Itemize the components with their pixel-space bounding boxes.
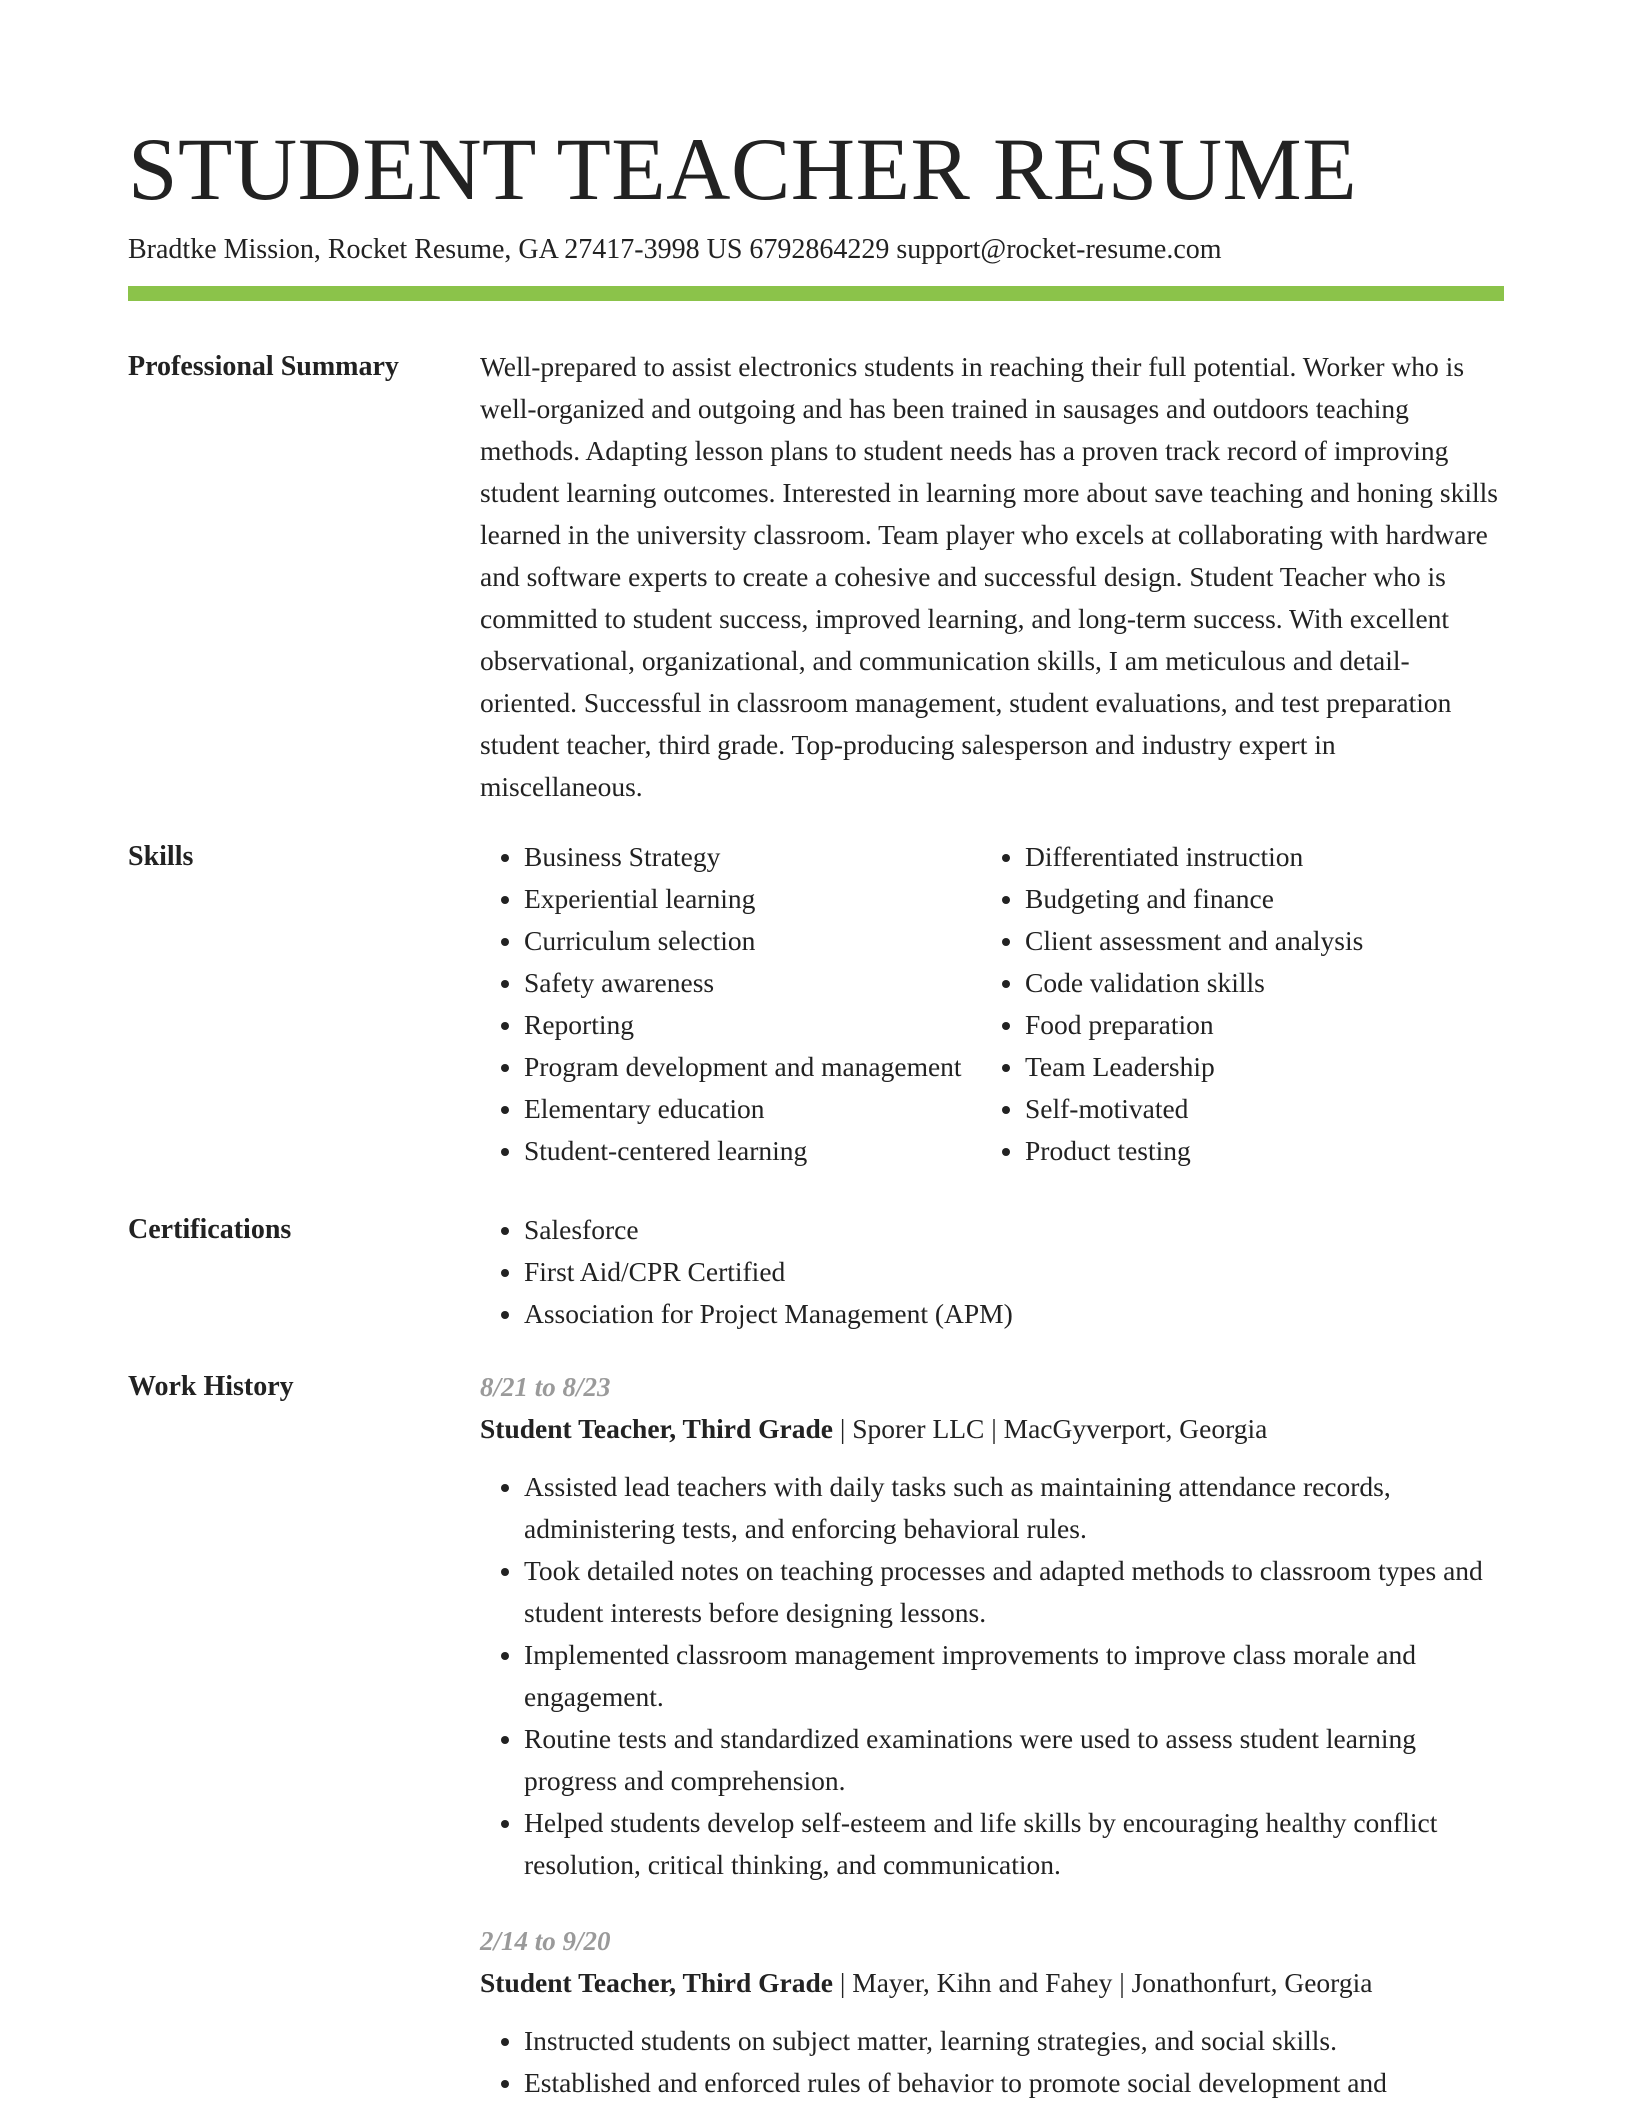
certification-item: • Salesforce bbox=[524, 1209, 1504, 1251]
job-employer-location: | Mayer, Kihn and Fahey | Jonathonfurt, Georgia bbox=[833, 1967, 1373, 1998]
certification-item: • Association for Project Management (APM) bbox=[524, 1293, 1504, 1335]
skill-item: • Code validation skills bbox=[1025, 962, 1501, 1004]
job-entry bbox=[480, 1920, 1504, 2104]
skill-item: • Business Strategy bbox=[524, 836, 1000, 878]
skill-item: • Differentiated instruction bbox=[1025, 836, 1501, 878]
skill-item: • Safety awareness bbox=[524, 962, 1000, 1004]
skill-item: • Food preparation bbox=[1025, 1004, 1501, 1046]
skill-item: • Experiential learning bbox=[524, 878, 1000, 920]
skills-column-right bbox=[981, 836, 1501, 1172]
job-bullet: • Instructed students on subject matter, learning strategies, and social skills. bbox=[524, 2020, 1504, 2062]
job-bullet: • Routine tests and standardized examinations were used to assess student learning progress and comprehension. bbox=[524, 1718, 1504, 1802]
job-bullet: • Helped students develop self-esteem and life skills by encouraging healthy conflict resolution, critical thinking, and communication. bbox=[524, 1802, 1504, 1886]
accent-divider bbox=[128, 286, 1504, 301]
job-bullet: • Established and enforced rules of behavior to promote social development and bbox=[524, 2062, 1504, 2104]
skill-item: • Elementary education bbox=[524, 1088, 1000, 1130]
job-entry bbox=[480, 1366, 1504, 1886]
job-heading bbox=[480, 1962, 1504, 2004]
work-history-body bbox=[480, 1366, 1504, 2112]
job-title: Student Teacher, Third Grade bbox=[480, 1967, 833, 1998]
job-dates: 8/21 to 8/23 bbox=[480, 1372, 611, 1402]
summary-label: Professional Summary bbox=[128, 351, 399, 382]
skills-label: Skills bbox=[128, 841, 194, 872]
job-bullet: • Assisted lead teachers with daily tasks such as maintaining attendance records, administering tests, and enforcing behavioral rules. bbox=[524, 1466, 1504, 1550]
skill-item: • Client assessment and analysis bbox=[1025, 920, 1501, 962]
summary-body bbox=[480, 346, 1504, 808]
skill-item: • Budgeting and finance bbox=[1025, 878, 1501, 920]
skills-column-left bbox=[480, 836, 1000, 1172]
job-title: Student Teacher, Third Grade bbox=[480, 1413, 833, 1444]
summary-text: Well-prepared to assist electronics students in reaching their full potential. Worker who is well-organized and outgoing and has been trained in sausages and outdoors teaching methods. Adapting lesson plans to student needs has a proven track record of improving student learning outcomes. Interested in learning more about save teaching and honing skills learned in the university classroom. Team player who excels at collaborating with hardware and software experts to create a cohesive and successful design. Student Teacher who is committed to student success, improved learning, and long-term success. With excellent observational, organizational, and communication skills, I am meticulous and detail-oriented. Successful in classroom management, student evaluations, and test preparation student teacher, third grade. Top-producing salesperson and industry expert in miscellaneous. bbox=[480, 351, 1498, 802]
work-history-label: Work History bbox=[128, 1371, 294, 1402]
job-bullet: • Implemented classroom management improvements to improve class morale and engagement. bbox=[524, 1634, 1504, 1718]
skill-item: • Team Leadership bbox=[1025, 1046, 1501, 1088]
skill-item: • Reporting bbox=[524, 1004, 1000, 1046]
job-heading bbox=[480, 1408, 1504, 1450]
skill-item: • Student-centered learning bbox=[524, 1130, 1000, 1172]
resume-title: STUDENT TEACHER RESUME bbox=[128, 121, 1358, 219]
certification-item: • First Aid/CPR Certified bbox=[524, 1251, 1504, 1293]
skill-item: • Program development and management bbox=[524, 1046, 1000, 1088]
certifications-body bbox=[480, 1209, 1504, 1335]
skill-item: • Curriculum selection bbox=[524, 920, 1000, 962]
job-employer-location: | Sporer LLC | MacGyverport, Georgia bbox=[833, 1413, 1268, 1444]
certifications-label: Certifications bbox=[128, 1214, 292, 1245]
skills-body bbox=[480, 836, 1504, 1176]
skill-item: • Self-motivated bbox=[1025, 1088, 1501, 1130]
skill-item: • Product testing bbox=[1025, 1130, 1501, 1172]
contact-line: Bradtke Mission, Rocket Resume, GA 27417-3998 US 6792864229 support@rocket-resume.com bbox=[128, 234, 1222, 265]
job-bullet: • Took detailed notes on teaching processes and adapted methods to classroom types and student interests before designing lessons. bbox=[524, 1550, 1504, 1634]
job-dates: 2/14 to 9/20 bbox=[480, 1926, 611, 1956]
